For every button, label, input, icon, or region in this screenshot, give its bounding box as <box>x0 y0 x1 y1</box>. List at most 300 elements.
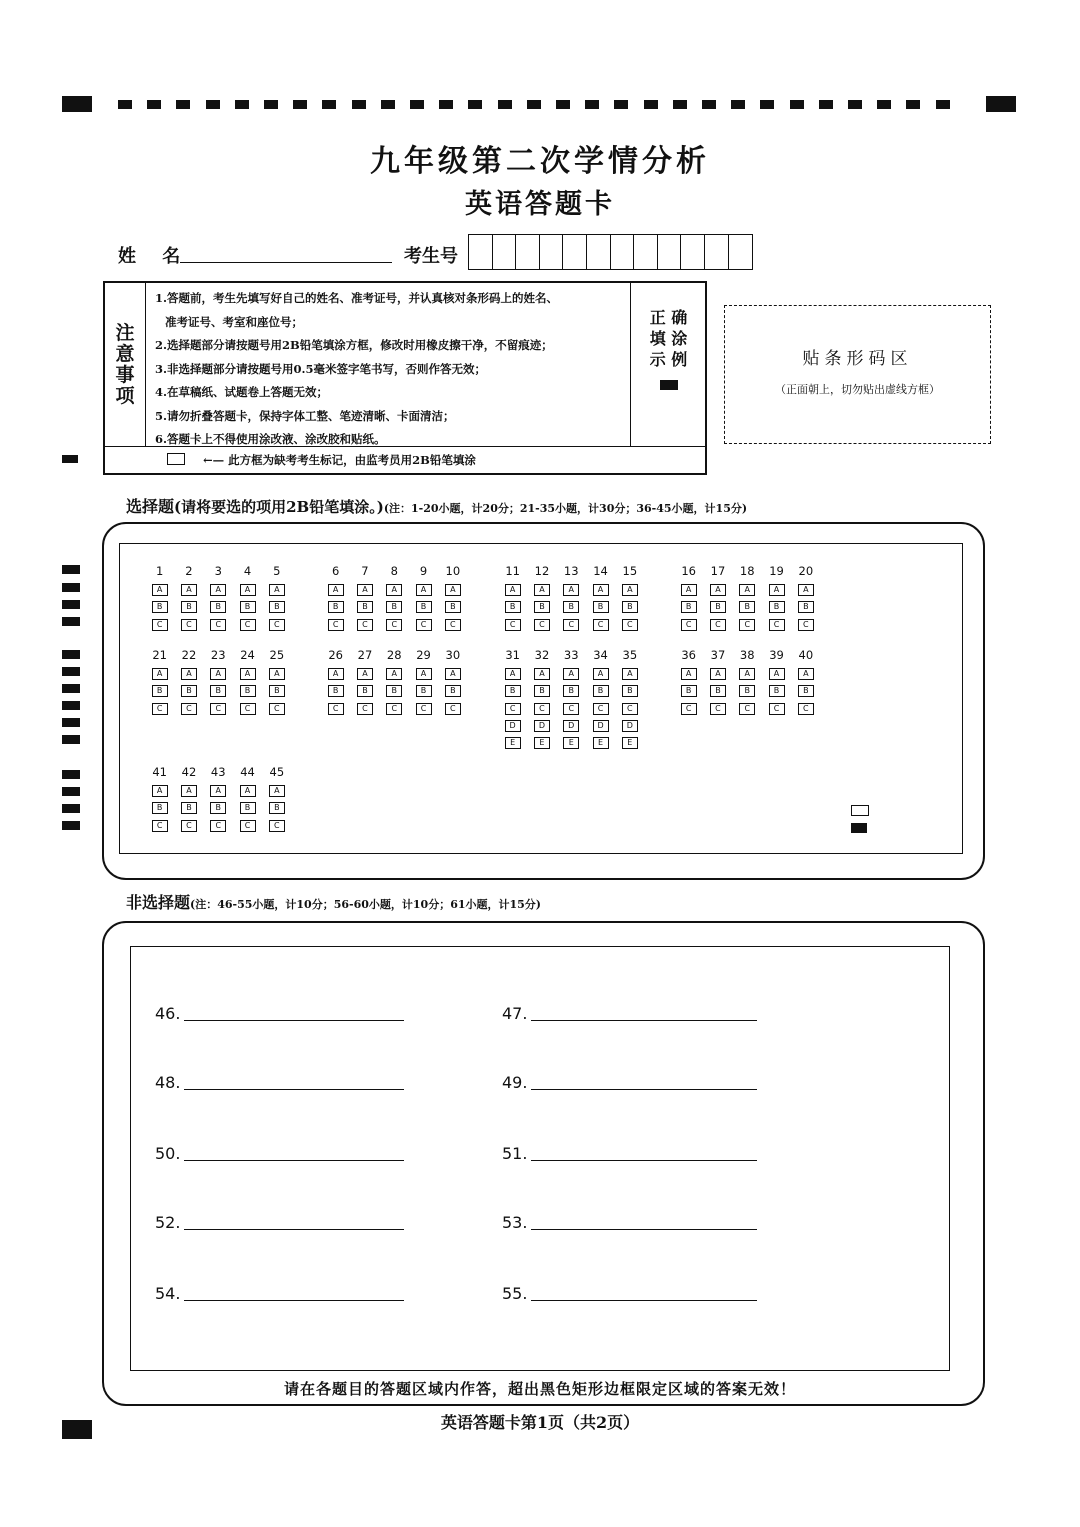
question-number: 19 <box>769 564 784 578</box>
answer-blank-54[interactable] <box>155 1285 404 1303</box>
question-number: 15 <box>622 564 638 578</box>
answer-bubble-16-b[interactable]: B <box>681 601 697 613</box>
answer-bubble-33-e[interactable]: E <box>563 737 579 749</box>
answer-bubble-39-a[interactable]: A <box>769 668 785 680</box>
answer-bubble-26-a[interactable]: A <box>328 668 344 680</box>
answer-bubble-27-a[interactable]: A <box>357 668 373 680</box>
answer-line[interactable] <box>531 1229 757 1230</box>
blank-number: 50. <box>155 1144 181 1163</box>
question-number: 44 <box>240 765 255 779</box>
answer-line[interactable] <box>531 1300 757 1301</box>
question-number: 34 <box>593 648 608 662</box>
answer-bubble-25-a[interactable]: A <box>269 668 285 680</box>
exam-id-boxes[interactable] <box>468 234 753 270</box>
question-number: 16 <box>681 564 696 578</box>
mcq-heading: 选择题 <box>126 497 175 516</box>
answer-bubble-20-c[interactable]: C <box>798 619 814 631</box>
answer-bubble-14-c[interactable]: C <box>593 619 609 631</box>
answer-bubble-36-a[interactable]: A <box>681 668 697 680</box>
answer-bubble-44-c[interactable]: C <box>240 820 256 832</box>
top-timing-marks <box>62 96 1016 112</box>
answer-bubble-35-d[interactable]: D <box>622 720 638 732</box>
question-27 <box>350 647 379 715</box>
answer-bubble-44-a[interactable]: A <box>240 785 256 797</box>
answer-bubble-43-a[interactable]: A <box>210 785 226 797</box>
answer-bubble-14-b[interactable]: B <box>593 601 609 613</box>
mcq-answer-grid <box>119 543 963 854</box>
question-number: 40 <box>798 648 814 662</box>
answer-bubble-2-c[interactable]: C <box>181 619 197 631</box>
absent-checkbox[interactable] <box>167 453 185 465</box>
answer-bubble-28-c[interactable]: C <box>386 703 402 715</box>
answer-bubble-24-c[interactable]: C <box>240 703 256 715</box>
question-22 <box>174 647 203 715</box>
question-25 <box>262 647 291 715</box>
answer-blank-46[interactable] <box>155 1005 404 1023</box>
question-number: 39 <box>769 648 784 662</box>
answer-blank-50[interactable] <box>155 1145 404 1163</box>
answer-bubble-3-a[interactable]: A <box>210 584 226 596</box>
rule-item: 准考证号、考室和座位号； <box>165 314 303 329</box>
answer-line[interactable] <box>531 1089 757 1090</box>
answer-bubble-5-a[interactable]: A <box>269 584 285 596</box>
answer-bubble-21-c[interactable]: C <box>152 703 168 715</box>
answer-bubble-35-b[interactable]: B <box>622 685 638 697</box>
answer-bubble-43-c[interactable]: C <box>210 820 226 832</box>
answer-bubble-9-b[interactable]: B <box>416 601 432 613</box>
answer-bubble-19-c[interactable]: C <box>769 619 785 631</box>
question-6 <box>321 563 350 631</box>
question-28 <box>380 647 409 715</box>
blank-number: 47. <box>502 1004 528 1023</box>
answer-bubble-2-b[interactable]: B <box>181 601 197 613</box>
answer-bubble-3-b[interactable]: B <box>210 601 226 613</box>
answer-bubble-29-a[interactable]: A <box>416 668 432 680</box>
answer-bubble-16-a[interactable]: A <box>681 584 697 596</box>
rule-item: 6.答题卡上不得使用涂改液、涂改胶和贴纸。 <box>155 432 386 446</box>
answer-bubble-29-b[interactable]: B <box>416 685 432 697</box>
answer-bubble-42-a[interactable]: A <box>181 785 197 797</box>
rule-item: 1.答题前，考生先填写好自己的姓名、准考证号，并认真核对条形码上的姓名、 <box>155 291 559 305</box>
name-field[interactable] <box>180 262 392 263</box>
answer-bubble-44-b[interactable]: B <box>240 802 256 814</box>
answer-bubble-40-c[interactable]: C <box>798 703 814 715</box>
question-number: 36 <box>681 648 696 662</box>
answer-bubble-7-b[interactable]: B <box>357 601 373 613</box>
answer-bubble-14-a[interactable]: A <box>593 584 609 596</box>
question-group <box>674 647 820 715</box>
question-number: 24 <box>240 648 255 662</box>
answer-bubble-9-c[interactable]: C <box>416 619 432 631</box>
answer-bubble-41-a[interactable]: A <box>152 785 168 797</box>
question-18 <box>733 563 762 631</box>
filled-mark-sample <box>660 380 678 390</box>
question-group <box>145 647 291 715</box>
answer-bubble-31-e[interactable]: E <box>505 737 521 749</box>
notice-label: 注 意 事 项 <box>105 283 146 446</box>
answer-blank-52[interactable] <box>155 1214 404 1232</box>
page-title: 九年级第二次学情分析 <box>370 144 710 179</box>
answer-bubble-11-c[interactable]: C <box>505 619 521 631</box>
answer-bubble-11-b[interactable]: B <box>505 601 521 613</box>
answer-bubble-33-b[interactable]: B <box>563 685 579 697</box>
answer-bubble-28-a[interactable]: A <box>386 668 402 680</box>
answer-bubble-34-c[interactable]: C <box>593 703 609 715</box>
barcode-note: （正面朝上，切勿贴出虚线方框） <box>775 383 940 396</box>
answer-bubble-45-b[interactable]: B <box>269 802 285 814</box>
answer-line[interactable] <box>184 1300 404 1301</box>
answer-bubble-36-c[interactable]: C <box>681 703 697 715</box>
answer-bubble-21-a[interactable]: A <box>152 668 168 680</box>
answer-bubble-18-b[interactable]: B <box>739 601 755 613</box>
question-5 <box>262 563 291 631</box>
question-33 <box>557 647 586 749</box>
question-14 <box>586 563 615 631</box>
answer-bubble-12-a[interactable]: A <box>534 584 550 596</box>
corner-mark <box>62 1420 92 1439</box>
question-number: 3 <box>214 564 222 578</box>
answer-line[interactable] <box>184 1020 404 1021</box>
answer-bubble-41-c[interactable]: C <box>152 820 168 832</box>
answer-bubble-39-c[interactable]: C <box>769 703 785 715</box>
answer-bubble-25-b[interactable]: B <box>269 685 285 697</box>
answer-bubble-4-c[interactable]: C <box>240 619 256 631</box>
answer-bubble-39-b[interactable]: B <box>769 685 785 697</box>
answer-bubble-38-b[interactable]: B <box>739 685 755 697</box>
question-2 <box>174 563 203 631</box>
rule-item: 5.请勿折叠答题卡，保持字体工整、笔迹清晰、卡面清洁； <box>155 408 455 423</box>
question-number: 18 <box>739 564 755 578</box>
answer-blank-47[interactable] <box>502 1005 757 1023</box>
answer-bubble-6-c[interactable]: C <box>328 619 344 631</box>
answer-bubble-18-c[interactable]: C <box>739 619 755 631</box>
answer-bubble-45-c[interactable]: C <box>269 820 285 832</box>
question-12 <box>527 563 556 631</box>
answer-bubble-19-a[interactable]: A <box>769 584 785 596</box>
question-group <box>145 563 291 631</box>
answer-line[interactable] <box>184 1160 404 1161</box>
question-group <box>321 647 467 715</box>
answer-bubble-33-c[interactable]: C <box>563 703 579 715</box>
question-number: 9 <box>419 564 428 578</box>
question-number: 27 <box>357 648 373 662</box>
question-42 <box>174 764 203 832</box>
answer-line[interactable] <box>184 1089 404 1090</box>
question-17 <box>703 563 732 631</box>
answer-bubble-33-d[interactable]: D <box>563 720 579 732</box>
answer-bubble-31-c[interactable]: C <box>505 703 521 715</box>
answer-bubble-7-a[interactable]: A <box>357 584 373 596</box>
answer-bubble-21-b[interactable]: B <box>152 685 168 697</box>
answer-bubble-5-b[interactable]: B <box>269 601 285 613</box>
question-number: 25 <box>269 648 285 662</box>
answer-bubble-17-c[interactable]: C <box>710 619 726 631</box>
barcode-title: 贴条形码区 <box>802 349 913 369</box>
question-44 <box>233 764 262 832</box>
question-number: 33 <box>563 648 579 662</box>
answer-bubble-30-a[interactable]: A <box>445 668 461 680</box>
answer-bubble-35-a[interactable]: A <box>622 668 638 680</box>
answer-bubble-31-a[interactable]: A <box>505 668 521 680</box>
answer-bubble-12-c[interactable]: C <box>534 619 550 631</box>
answer-bubble-13-b[interactable]: B <box>563 601 579 613</box>
answer-bubble-32-b[interactable]: B <box>534 685 550 697</box>
answer-bubble-34-a[interactable]: A <box>593 668 609 680</box>
answer-bubble-10-b[interactable]: B <box>445 601 461 613</box>
question-number: 20 <box>798 564 814 578</box>
answer-bubble-35-c[interactable]: C <box>622 703 638 715</box>
question-7 <box>350 563 379 631</box>
answer-bubble-37-c[interactable]: C <box>710 703 726 715</box>
question-group <box>145 764 291 832</box>
answer-bubble-23-a[interactable]: A <box>210 668 226 680</box>
question-24 <box>233 647 262 715</box>
question-number: 1 <box>155 564 164 578</box>
answer-bubble-10-a[interactable]: A <box>445 584 461 596</box>
blank-number: 53. <box>502 1213 528 1232</box>
answer-bubble-36-b[interactable]: B <box>681 685 697 697</box>
answer-bubble-17-b[interactable]: B <box>710 601 726 613</box>
answer-bubble-38-c[interactable]: C <box>739 703 755 715</box>
nonchoice-heading: 非选择题 <box>126 893 191 912</box>
answer-bubble-26-c[interactable]: C <box>328 703 344 715</box>
question-number: 2 <box>185 564 193 578</box>
question-10 <box>438 563 467 631</box>
question-23 <box>204 647 233 715</box>
answer-bubble-24-a[interactable]: A <box>240 668 256 680</box>
answer-bubble-32-e[interactable]: E <box>534 737 550 749</box>
question-number: 23 <box>210 648 226 662</box>
name-label: 姓 名 <box>118 246 191 267</box>
absent-row <box>105 446 705 474</box>
question-26 <box>321 647 350 715</box>
question-number: 37 <box>710 648 726 662</box>
empty-mark-sample <box>851 805 869 816</box>
answer-bubble-38-a[interactable]: A <box>739 668 755 680</box>
question-number: 8 <box>390 564 398 578</box>
answer-bubble-34-e[interactable]: E <box>593 737 609 749</box>
blank-number: 52. <box>155 1213 181 1232</box>
question-group <box>498 563 644 631</box>
answer-bubble-45-a[interactable]: A <box>269 785 285 797</box>
answer-bubble-41-b[interactable]: B <box>152 802 168 814</box>
answer-bubble-1-b[interactable]: B <box>152 601 168 613</box>
answer-bubble-22-c[interactable]: C <box>181 703 197 715</box>
question-36 <box>674 647 703 715</box>
question-number: 6 <box>331 564 340 578</box>
answer-blank-51[interactable] <box>502 1145 757 1163</box>
mcq-heading-row <box>126 494 747 517</box>
answer-bubble-22-a[interactable]: A <box>181 668 197 680</box>
page-footer: 英语答题卡第1页（共2页） <box>440 1413 640 1432</box>
answer-bubble-7-c[interactable]: C <box>357 619 373 631</box>
answer-bubble-22-b[interactable]: B <box>181 685 197 697</box>
question-20 <box>791 563 820 631</box>
answer-bubble-16-c[interactable]: C <box>681 619 697 631</box>
answer-bubble-29-c[interactable]: C <box>416 703 432 715</box>
nonchoice-heading-row <box>126 890 541 913</box>
question-number: 28 <box>386 648 402 662</box>
question-number: 35 <box>622 648 638 662</box>
blank-number: 54. <box>155 1284 181 1303</box>
exam-id-label: 考生号 <box>404 246 458 267</box>
answer-bubble-19-b[interactable]: B <box>769 601 785 613</box>
question-number: 22 <box>181 648 197 662</box>
blank-number: 51. <box>502 1144 528 1163</box>
answer-blank-48[interactable] <box>155 1074 404 1092</box>
answer-bubble-43-b[interactable]: B <box>210 802 226 814</box>
answer-bubble-10-c[interactable]: C <box>445 619 461 631</box>
question-number: 5 <box>273 564 281 578</box>
question-3 <box>204 563 233 631</box>
notice-box <box>103 281 707 475</box>
answer-bubble-30-c[interactable]: C <box>445 703 461 715</box>
answer-blank-49[interactable] <box>502 1074 757 1092</box>
blank-number: 46. <box>155 1004 181 1023</box>
answer-line[interactable] <box>184 1229 404 1230</box>
answer-bubble-37-b[interactable]: B <box>710 685 726 697</box>
answer-bubble-6-b[interactable]: B <box>328 601 344 613</box>
answer-bubble-28-b[interactable]: B <box>386 685 402 697</box>
answer-bubble-4-a[interactable]: A <box>240 584 256 596</box>
question-40 <box>791 647 820 715</box>
answer-bubble-8-c[interactable]: C <box>386 619 402 631</box>
question-29 <box>409 647 438 715</box>
question-37 <box>703 647 732 715</box>
question-number: 41 <box>152 765 167 779</box>
blank-number: 49. <box>502 1073 528 1092</box>
question-group <box>321 563 467 631</box>
nonchoice-answer-area <box>130 946 950 1371</box>
answer-bubble-20-a[interactable]: A <box>798 584 814 596</box>
answer-bubble-42-b[interactable]: B <box>181 802 197 814</box>
answer-bubble-4-b[interactable]: B <box>240 601 256 613</box>
answer-bubble-34-b[interactable]: B <box>593 685 609 697</box>
answer-bubble-15-a[interactable]: A <box>622 584 638 596</box>
question-number: 21 <box>152 648 167 662</box>
answer-bubble-2-a[interactable]: A <box>181 584 197 596</box>
question-43 <box>204 764 233 832</box>
question-30 <box>438 647 467 715</box>
answer-bubble-26-b[interactable]: B <box>328 685 344 697</box>
answer-line[interactable] <box>531 1020 757 1021</box>
question-number: 10 <box>445 564 461 578</box>
question-31 <box>498 647 527 749</box>
question-number: 17 <box>710 564 726 578</box>
question-4 <box>233 563 262 631</box>
answer-bubble-37-a[interactable]: A <box>710 668 726 680</box>
answer-bubble-33-a[interactable]: A <box>563 668 579 680</box>
answer-bubble-25-c[interactable]: C <box>269 703 285 715</box>
answer-bubble-11-a[interactable]: A <box>505 584 521 596</box>
question-39 <box>762 647 791 715</box>
question-number: 42 <box>181 765 197 779</box>
absent-note: ←— 此方框为缺考考生标记，由监考员用2B铅笔填涂 <box>203 453 476 467</box>
answer-blank-53[interactable] <box>502 1214 757 1232</box>
answer-bubble-40-b[interactable]: B <box>798 685 814 697</box>
answer-bubble-1-c[interactable]: C <box>152 619 168 631</box>
answer-bubble-15-b[interactable]: B <box>622 601 638 613</box>
answer-bubble-32-c[interactable]: C <box>534 703 550 715</box>
answer-bubble-23-c[interactable]: C <box>210 703 226 715</box>
answer-bubble-17-a[interactable]: A <box>710 584 726 596</box>
question-21 <box>145 647 174 715</box>
answer-bubble-13-a[interactable]: A <box>563 584 579 596</box>
answer-bubble-40-a[interactable]: A <box>798 668 814 680</box>
question-13 <box>557 563 586 631</box>
question-number: 4 <box>243 564 252 578</box>
answer-bubble-35-e[interactable]: E <box>622 737 638 749</box>
page-subtitle: 英语答题卡 <box>465 189 615 220</box>
question-45 <box>262 764 291 832</box>
question-number: 14 <box>593 564 608 578</box>
question-34 <box>586 647 615 749</box>
answer-bubble-27-c[interactable]: C <box>357 703 373 715</box>
rule-item: 2.选择题部分请按题号用2B铅笔填涂方框，修改时用橡皮擦干净，不留痕迹； <box>155 338 553 352</box>
question-group <box>498 647 644 749</box>
answer-bubble-5-c[interactable]: C <box>269 619 285 631</box>
answer-bubble-32-d[interactable]: D <box>534 720 550 732</box>
answer-bubble-6-a[interactable]: A <box>328 584 344 596</box>
question-35 <box>615 647 644 749</box>
answer-bubble-8-b[interactable]: B <box>386 601 402 613</box>
answer-bubble-42-c[interactable]: C <box>181 820 197 832</box>
answer-bubble-15-c[interactable]: C <box>622 619 638 631</box>
mcq-note: (注：1-20小题，计20分；21-35小题，计30分；36-45小题，计15分) <box>383 502 748 515</box>
question-32 <box>527 647 556 749</box>
question-number: 13 <box>563 564 579 578</box>
question-19 <box>762 563 791 631</box>
question-number: 12 <box>534 564 550 578</box>
answer-bubble-13-c[interactable]: C <box>563 619 579 631</box>
answer-blank-55[interactable] <box>502 1285 757 1303</box>
answer-bubble-18-a[interactable]: A <box>739 584 755 596</box>
question-number: 38 <box>739 648 755 662</box>
question-number: 26 <box>328 648 343 662</box>
answer-line[interactable] <box>531 1160 757 1161</box>
mcq-instruction: (请将要选的项用2B铅笔填涂。) <box>174 498 384 516</box>
answer-bubble-24-b[interactable]: B <box>240 685 256 697</box>
blank-number: 48. <box>155 1073 181 1092</box>
answer-bubble-34-d[interactable]: D <box>593 720 609 732</box>
answer-bubble-30-b[interactable]: B <box>445 685 461 697</box>
answer-bubble-31-d[interactable]: D <box>505 720 521 732</box>
question-number: 43 <box>210 765 226 779</box>
nonchoice-note: (注：46-55小题，计10分；56-60小题，计10分；61小题，计15分) <box>190 898 542 911</box>
answer-bubble-32-a[interactable]: A <box>534 668 550 680</box>
question-8 <box>380 563 409 631</box>
question-9 <box>409 563 438 631</box>
answer-bubble-12-b[interactable]: B <box>534 601 550 613</box>
question-41 <box>145 764 174 832</box>
answer-bubble-31-b[interactable]: B <box>505 685 521 697</box>
answer-bubble-9-a[interactable]: A <box>416 584 432 596</box>
answer-bubble-27-b[interactable]: B <box>357 685 373 697</box>
answer-bubble-20-b[interactable]: B <box>798 601 814 613</box>
question-number: 29 <box>416 648 431 662</box>
answer-bubble-1-a[interactable]: A <box>152 584 168 596</box>
answer-bubble-3-c[interactable]: C <box>210 619 226 631</box>
question-11 <box>498 563 527 631</box>
question-group <box>674 563 820 631</box>
question-number: 32 <box>534 648 550 662</box>
barcode-area <box>724 305 991 444</box>
answer-bubble-23-b[interactable]: B <box>210 685 226 697</box>
question-number: 31 <box>505 648 520 662</box>
question-16 <box>674 563 703 631</box>
answer-bubble-8-a[interactable]: A <box>386 584 402 596</box>
rule-item: 3.非选择题部分请按题号用0.5毫米签字笔书写，否则作答无效； <box>155 361 487 376</box>
